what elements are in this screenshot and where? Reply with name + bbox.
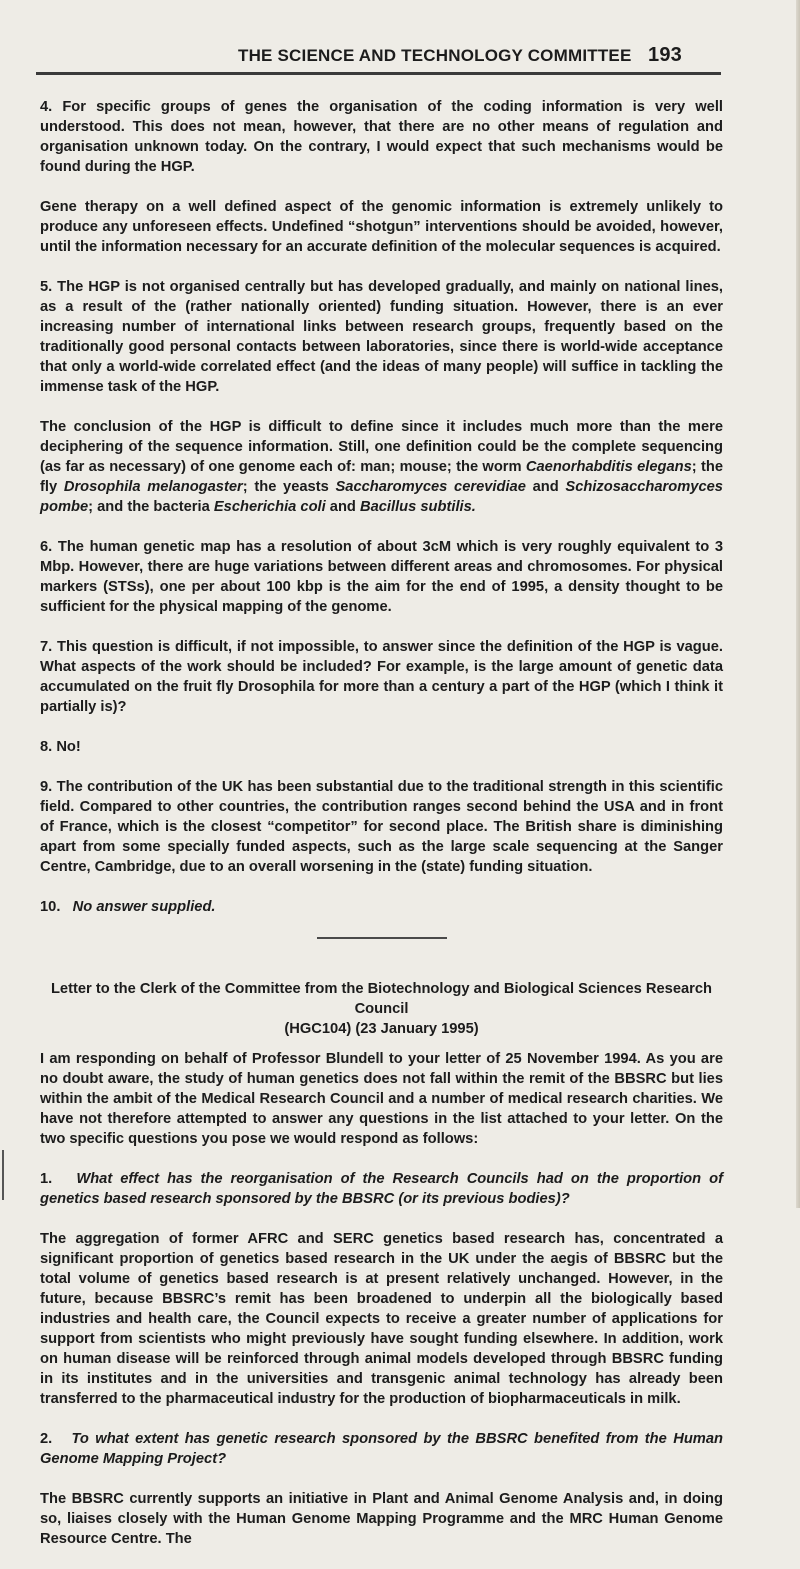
answer-2: The BBSRC currently supports an initiative in Plant and Animal Genome Analysis and, in doing so, liaises closely with the Human Genome Mapping Programme and the MRC Human Genome Resource Centre. The bbox=[40, 1491, 723, 1547]
p5b-mid2: ; the yeasts bbox=[242, 479, 336, 495]
p5b-mid1: ; the fly bbox=[40, 459, 723, 495]
section-divider bbox=[317, 937, 447, 939]
species-4: Schizosaccharomyces pombe bbox=[40, 479, 723, 515]
p5b-mid3: and bbox=[525, 479, 566, 495]
p5b-mid4: ; and the bacteria bbox=[88, 499, 214, 515]
paragraph-4-continued: Gene therapy on a well defined aspect of the genomic information is extremely unlikely to produce any unforeseen effects. Undefined “shotgun” interventions should be avoided, however, until the information necessary for an accurate definition of the molecular sequences is acquired. bbox=[40, 199, 723, 255]
paragraph-5-continued bbox=[40, 417, 723, 517]
paragraph-9: 9. The contribution of the UK has been substantial due to the traditional strength in this scientific field. Compared to other countries, the contribution ranges second behind the USA and in front of France, which is the closest “competitor” for second place. The British share is diminishing apart from some specially funded aspects, such as the large scale sequencing at the Sanger Centre, Cambridge, due to an overall worsening in the (state) funding situation. bbox=[40, 779, 723, 875]
paragraph-6: 6. The human genetic map has a resolution of about 3cM which is very roughly equivalent to 3 Mbp. However, there are huge variations between different areas and chromosomes. For physical markers (STSs), one per about 100 kbp is the aim for the end of 1995, a density thought to be sufficient for the physical mapping of the genome. bbox=[40, 539, 723, 615]
question-2 bbox=[40, 1429, 723, 1469]
letter-heading bbox=[40, 979, 723, 1039]
letter-heading-line1: Letter to the Clerk of the Committee from the Biotechnology and Biological Sciences Research Council bbox=[50, 981, 713, 1017]
body-text bbox=[40, 97, 723, 1569]
species-5: Escherichia coli bbox=[213, 499, 326, 515]
p5b-mid5: and bbox=[325, 499, 360, 515]
q2-number: 2. bbox=[40, 1431, 53, 1447]
paragraph-5: 5. The HGP is not organised centrally but has developed gradually, and mainly on national lines, as a result of the (rather nationally oriented) funding situation. However, there is an ever increasing number of international links between research groups, frequently based on the traditionally good personal contacts between laboratories, since there is world-wide acceptance that only a world-wide correlated effect (and the ideas of many people) will suffice in tackling the immense task of the HGP. bbox=[40, 279, 723, 395]
paragraph-8: 8. No! bbox=[40, 739, 81, 755]
species-6: Bacillus subtilis. bbox=[359, 499, 476, 515]
answer-1: The aggregation of former AFRC and SERC genetics based research has, concentrated a significant proportion of genetics based research in the UK under the aegis of BBSRC but the total volume of genetics based research is at present relatively unchanged. However, in the future, because BBSRC’s remit has been broadened to underpin all the biologically based industries and health care, the Council expects to receive a greater number of applications for support from scientists who might previously have sought funding elsewhere. In addition, work on human disease will be reinforced through animal models developed through BBSRC funding in its institutes and in the universities and transgenic animal technology has already been transferred to the pharmaceutical industry for the production of biopharmaceuticals in milk. bbox=[40, 1231, 723, 1407]
q1-number: 1. bbox=[40, 1171, 53, 1187]
scan-edge bbox=[796, 0, 800, 1208]
species-3: Saccharomyces cerevidiae bbox=[335, 479, 526, 495]
paragraph-10 bbox=[40, 897, 723, 917]
paragraph-7: 7. This question is difficult, if not impossible, to answer since the definition of the HGP is vague. What aspects of the work should be included? For example, is the large amount of genetic data accumulated on the fruit fly Drosophila for more than a century a part of the HGP (which I think it partially is)? bbox=[40, 639, 723, 715]
p10-text: No answer supplied. bbox=[72, 899, 216, 915]
p10-number: 10. bbox=[40, 899, 61, 915]
header-rule bbox=[36, 72, 721, 75]
paragraph-4: 4. For specific groups of genes the organisation of the coding information is very well understood. This does not mean, however, that there are no other means of regulation and organisation unknown today. On the contrary, I would expect that such mechanisms would be found during the HGP. bbox=[40, 99, 723, 175]
q2-text: To what extent has genetic research sponsored by the BBSRC benefited from the Human Genome Mapping Project? bbox=[40, 1431, 724, 1467]
species-2: Drosophila melanogaster bbox=[63, 479, 243, 495]
q1-text: What effect has the reorganisation of the Research Councils had on the proportion of genetics based research sponsored by the BBSRC (or its previous bodies)? bbox=[40, 1171, 723, 1207]
page-number: 193 bbox=[648, 44, 682, 66]
p5b-start: The conclusion of the HGP is difficult to define since it includes much more than the mere deciphering of the sequence information. Still, one definition could be the complete sequencing (as far as necessary) of one genome each of: man; mouse; the worm bbox=[40, 419, 723, 475]
question-1 bbox=[40, 1169, 723, 1209]
header-title: THE SCIENCE AND TECHNOLOGY COMMITTEE bbox=[238, 46, 632, 65]
species-1: Caenorhabditis elegans bbox=[525, 459, 692, 475]
letter-intro: I am responding on behalf of Professor Blundell to your letter of 25 November 1994. As you are no doubt aware, the study of human genetics does not fall within the remit of the BBSRC but lies within the ambit of the Medical Research Council and a number of medical research charities. We have not therefore attempted to answer any questions in the list attached to your letter. On the two specific questions you pose we would respond as follows: bbox=[40, 1051, 723, 1147]
letter-heading-line2: (HGC104) (23 January 1995) bbox=[284, 1021, 479, 1037]
scan-mark bbox=[2, 1150, 4, 1200]
